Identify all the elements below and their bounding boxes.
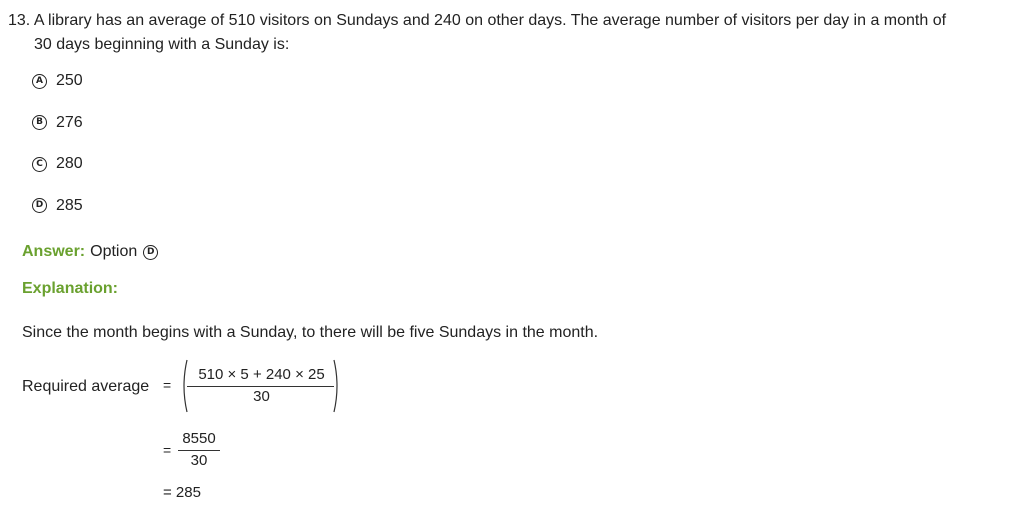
option-c[interactable] bbox=[32, 152, 83, 176]
question bbox=[8, 9, 1013, 57]
explanation-text: Since the month begins with a Sunday, to there will be five Sundays in the month. bbox=[22, 324, 599, 341]
explanation-label: Explanation: bbox=[22, 280, 119, 297]
option-d-letter-icon: D bbox=[32, 198, 47, 213]
question-text-line-1: A library has an average of 510 visitors on Sundays and 240 on other days. The average number of visitors per day in a month of bbox=[33, 12, 947, 29]
option-c-value: 280 bbox=[56, 155, 83, 172]
option-b-value: 276 bbox=[56, 113, 83, 131]
option-a[interactable] bbox=[32, 69, 83, 93]
options-list bbox=[32, 69, 83, 235]
option-d-value: 285 bbox=[56, 196, 83, 214]
fraction-1-numerator: 510 × 5 + 240 × 25 bbox=[198, 366, 325, 383]
option-b-letter-icon: B bbox=[32, 115, 47, 130]
equals-sign-1: = bbox=[163, 377, 172, 393]
option-a-value: 250 bbox=[56, 72, 83, 89]
option-c-letter-icon: C bbox=[32, 157, 47, 172]
fraction-2-numerator: 8550 bbox=[182, 430, 216, 447]
option-b[interactable] bbox=[32, 111, 83, 135]
option-a-letter-icon: A bbox=[32, 74, 47, 89]
answer-row bbox=[22, 240, 158, 264]
fraction-2-denominator: 30 bbox=[190, 452, 208, 469]
question-text-line-2: 30 days beginning with a Sunday is: bbox=[34, 36, 290, 53]
question-line-1 bbox=[8, 9, 1013, 33]
question-number: 13. bbox=[8, 12, 31, 29]
fraction-1-denominator: 30 bbox=[253, 388, 270, 405]
answer-text: Option bbox=[90, 243, 138, 260]
option-d[interactable] bbox=[32, 194, 83, 218]
required-average-label: Required average bbox=[22, 378, 150, 395]
answer-letter-icon: D bbox=[143, 245, 158, 260]
answer-label: Answer: bbox=[22, 243, 86, 260]
equals-sign-2: = bbox=[163, 442, 172, 458]
final-result: = 285 bbox=[163, 484, 201, 501]
